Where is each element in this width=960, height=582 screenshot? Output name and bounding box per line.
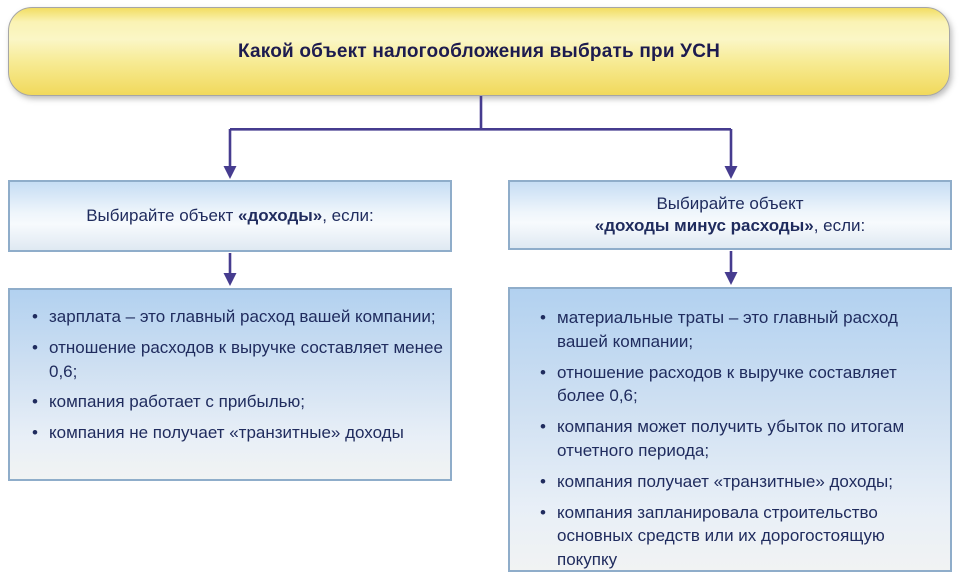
branch-header-suffix: , если:	[813, 216, 866, 235]
list-item	[32, 421, 444, 445]
list-item-text: компания может получить убыток по итогам отчетного периода;	[557, 417, 905, 460]
branch-header	[86, 205, 374, 227]
branch-header-line2	[595, 215, 866, 237]
branch-box-income	[8, 180, 452, 252]
list-item-text: компания не получает «транзитные» доходы	[49, 423, 404, 443]
connector-stem	[230, 96, 731, 129]
list-item-text: отношение расходов к выручке составляет более 0,6;	[557, 362, 897, 406]
criteria-list	[510, 289, 950, 572]
connector-arrow-right-top	[725, 129, 738, 179]
bullet-icon: •	[540, 471, 546, 491]
title-text: Какой объект налогообложения выбрать при УСН	[237, 40, 721, 62]
list-item-text: отношение расходов к выручке составляет менее 0,6;	[49, 337, 443, 381]
list-item-text: компания работает с прибылью;	[49, 392, 306, 412]
branch-header-bold: «доходы»	[238, 205, 323, 225]
criteria-list	[10, 290, 450, 445]
branch-box-income-minus-expenses	[508, 180, 952, 250]
connector-arrow-left-top	[224, 129, 237, 179]
title-box	[8, 7, 950, 96]
bullet-icon: •	[540, 502, 546, 522]
bullet-icon: •	[32, 307, 38, 326]
list-item	[540, 470, 940, 494]
criteria-box-income-minus-expenses	[508, 287, 952, 572]
bullet-icon: •	[540, 417, 546, 437]
branch-header-prefix: Выбирайте объект	[86, 205, 239, 225]
connector-arrow-right-mid	[725, 251, 738, 285]
bullet-icon: •	[32, 423, 38, 443]
list-item	[540, 501, 940, 572]
criteria-box-income	[8, 288, 452, 481]
bullet-icon: •	[540, 308, 546, 327]
list-item-text: компания запланировала строительство основных средств или их дорогостоящую покупку	[557, 502, 885, 570]
branch-header-suffix: , если:	[322, 205, 374, 225]
list-item	[32, 305, 444, 329]
branch-header-line1: Выбирайте объект	[656, 193, 804, 213]
bullet-icon: •	[32, 337, 38, 357]
bullet-icon: •	[32, 392, 38, 412]
list-item	[540, 415, 940, 463]
list-item-text: материальные траты – это главный расход вашей компании;	[557, 308, 898, 351]
list-item	[540, 306, 940, 354]
list-item	[32, 336, 444, 384]
list-item-text: зарплата – это главный расход вашей компании;	[49, 307, 436, 326]
list-item	[540, 361, 940, 409]
bullet-icon: •	[540, 362, 546, 382]
connector-arrow-left-mid	[224, 253, 237, 286]
list-item-text: компания получает «транзитные» доходы;	[557, 471, 893, 491]
list-item	[32, 390, 444, 414]
branch-header-bold: «доходы минус расходы»	[594, 216, 814, 235]
